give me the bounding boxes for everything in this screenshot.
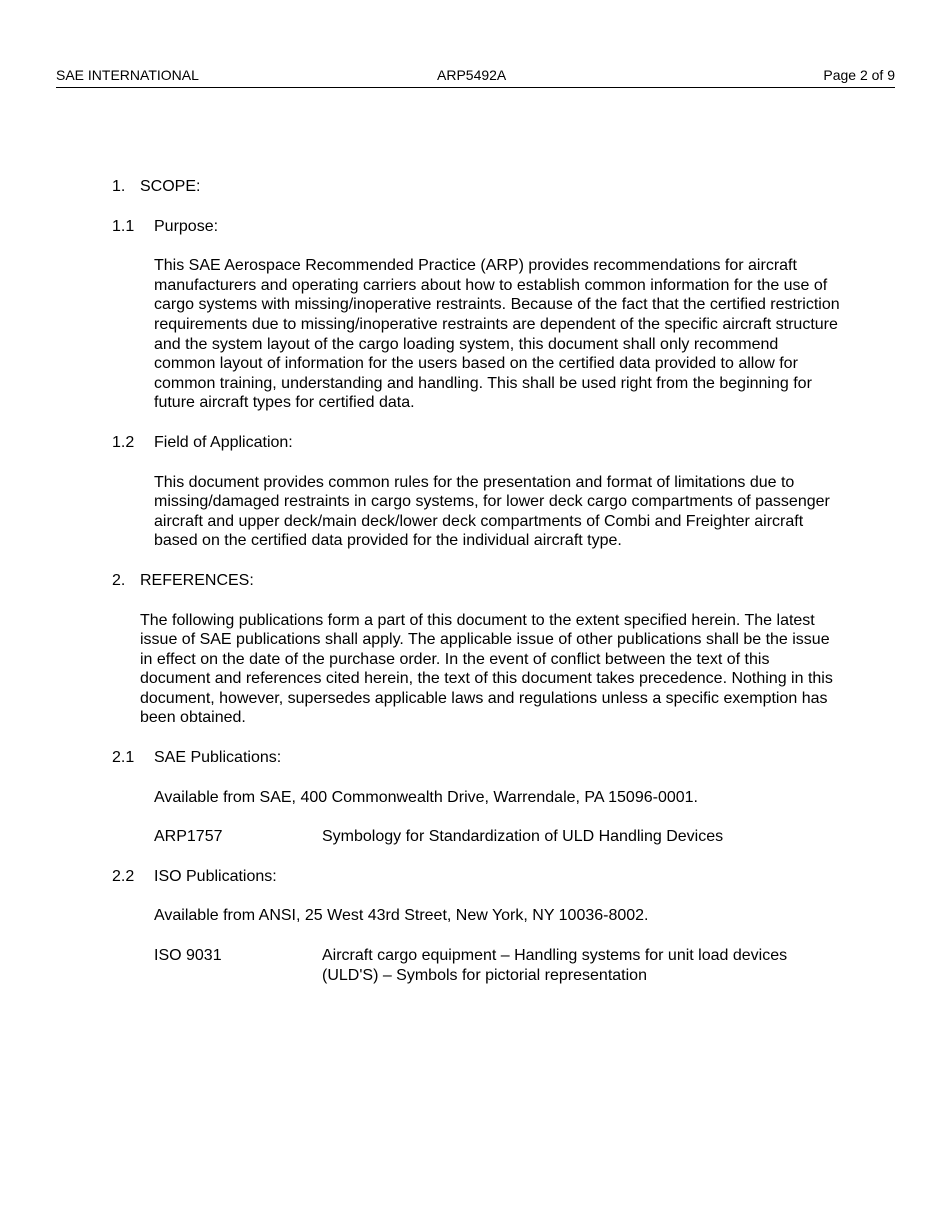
section-2-2-heading (112, 867, 852, 887)
section-title: Field of Application: (154, 433, 293, 451)
section-2-heading (112, 571, 852, 591)
section-number: 1.1 (112, 217, 135, 235)
section-number: 2.1 (112, 749, 135, 767)
section-number: 2. (112, 571, 126, 589)
document-body (112, 177, 852, 985)
reference-code: ISO 9031 (154, 947, 222, 965)
references-paragraph: The following publications form a part of this document to the extent specified herein. The latest issue of SAE publications shall apply. The applicable issue of other publications shall be the issue in effect on the date of the purchase order. In the event of conflict between the text of this document and references cited herein, the text of this document takes precedence. Nothing in this document, however, supersedes applicable laws and regulations unless a specific exemption has been obtained. (140, 611, 833, 727)
section-title: SCOPE: (140, 178, 201, 195)
reference-code: ARP1757 (154, 828, 223, 846)
section-number: 1.2 (112, 433, 135, 451)
reference-entry (154, 827, 852, 847)
section-1-heading (112, 177, 852, 197)
section-1-2-heading (112, 433, 852, 453)
iso-availability: Available from ANSI, 25 West 43rd Street, New York, NY 10036-8002. (154, 907, 649, 925)
reference-entry (154, 946, 852, 985)
reference-title: Symbology for Standardization of ULD Handling Devices (322, 828, 724, 846)
section-title: REFERENCES: (140, 571, 254, 589)
sae-availability: Available from SAE, 400 Commonwealth Drive, Warrendale, PA 15096-0001. (154, 788, 698, 806)
header-page-number: Page 2 of 9 (823, 67, 895, 83)
page-header (56, 67, 895, 88)
section-number: 2.2 (112, 867, 135, 885)
section-2-1-heading (112, 748, 852, 768)
header-doc-id: ARP5492A (437, 67, 507, 83)
section-1-1-heading (112, 217, 852, 237)
section-title: Purpose: (154, 217, 219, 235)
section-number: 1. (112, 178, 126, 195)
reference-title: Aircraft cargo equipment – Handling systems for unit load devices (ULD'S) – Symbols for pictorial representation (322, 947, 788, 984)
header-org: SAE INTERNATIONAL (56, 67, 199, 83)
field-of-application-paragraph: This document provides common rules for the presentation and format of limitations due to missing/damaged restraints in cargo systems, for lower deck cargo compartments of passenger aircraft and upper deck/main deck/lower deck compartments of Combi and Freighter aircraft based on the certified data provided for the individual aircraft type. (154, 473, 830, 550)
purpose-paragraph: This SAE Aerospace Recommended Practice (ARP) provides recommendations for aircraft manufacturers and operating carriers about how to establish common information for the use of cargo systems with missing/inoperative restraints. Because of the fact that the certified restriction requirements due to missing/inoperative restraints are dependent of the specific aircraft structure and the system layout of the cargo loading system, this document shall only recommend common layout of information for the users based on the certified data provided to allow for common training, understanding and handling. This shall be used right from the beginning for future aircraft types for certified data. (154, 257, 840, 412)
section-title: SAE Publications: (154, 749, 282, 767)
section-title: ISO Publications: (154, 867, 277, 885)
